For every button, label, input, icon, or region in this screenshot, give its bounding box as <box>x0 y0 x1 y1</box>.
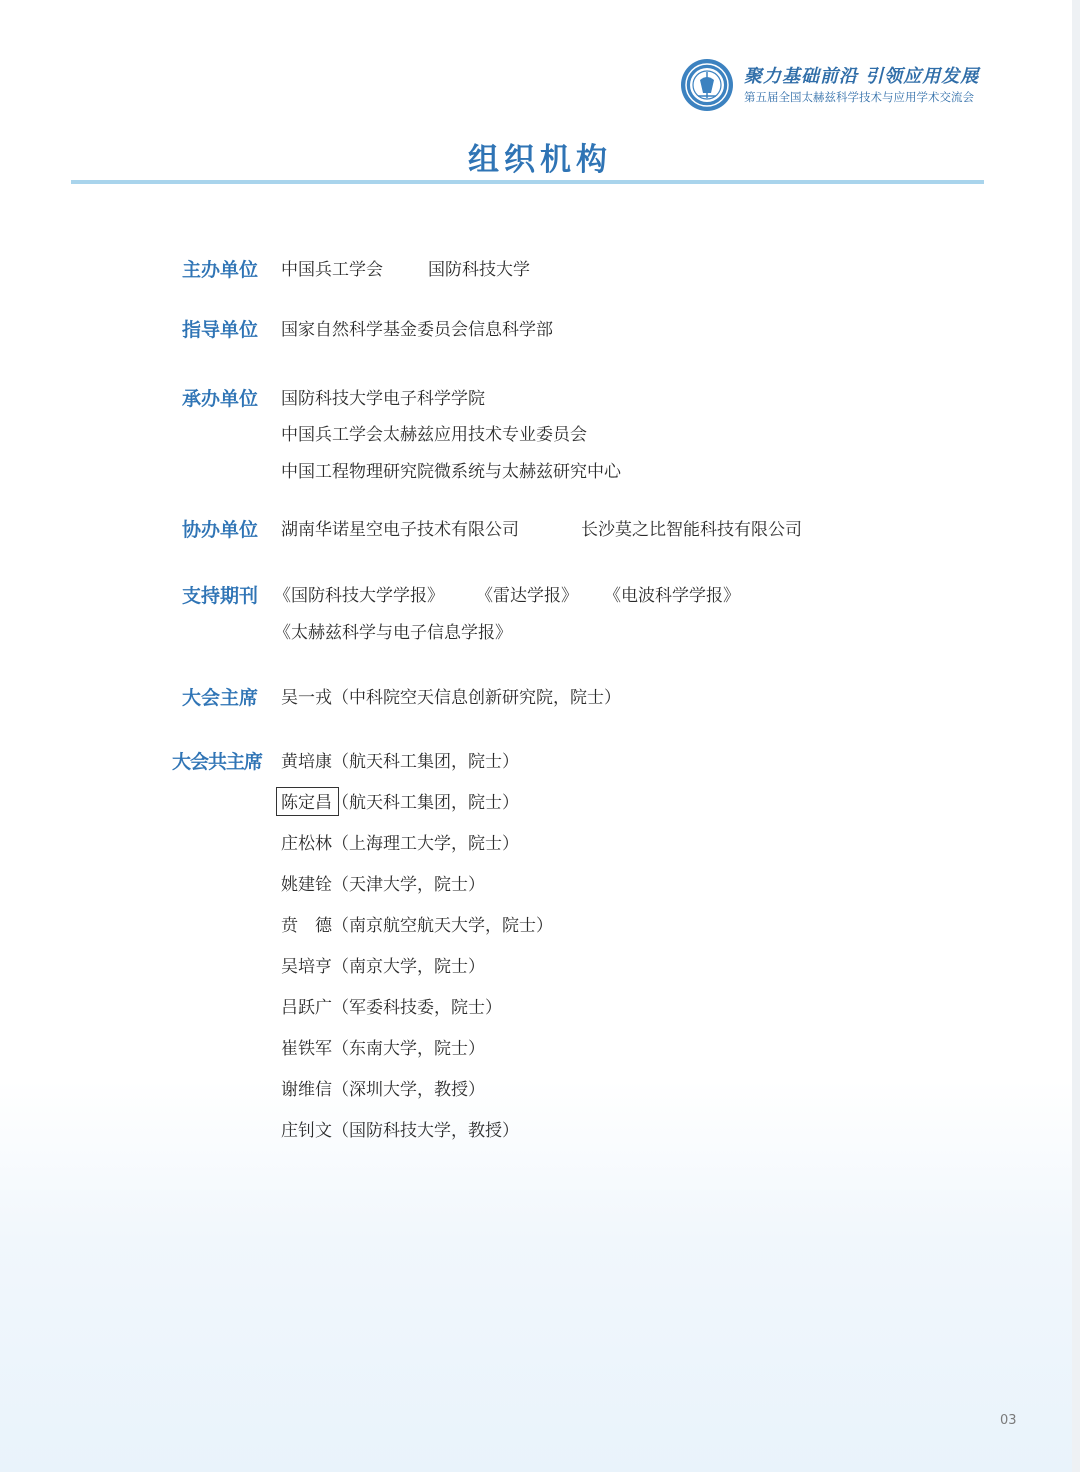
co-chairs-label: 大会共主席 <box>172 751 263 773</box>
chair-label: 大会主席 <box>181 687 258 709</box>
conference-header <box>680 58 990 114</box>
host-item: 中国兵工学会 <box>281 260 383 280</box>
co-chair-item: 庄钊文（国防科技大学，教授） <box>281 1121 519 1141</box>
conference-slogan: 聚力基础前沿 引领应用发展 <box>744 66 980 87</box>
co-chair-item: 吴培亨（南京大学，院士） <box>281 957 485 977</box>
page-title: 组织机构 <box>468 142 612 178</box>
journals-label: 支持期刊 <box>181 585 258 607</box>
journal-item: 《太赫兹科学与电子信息学报》 <box>274 623 512 643</box>
co-organizer-item: 湖南华诺星空电子技术有限公司 <box>281 520 519 540</box>
page-number: 03 <box>1000 1413 1017 1428</box>
co-chair-item: 庄松林（上海理工大学，院士） <box>281 834 519 854</box>
co-chair-item: 崔铁军（东南大学，院士） <box>281 1039 485 1059</box>
organizer-item: 中国工程物理研究院微系统与太赫兹研究中心 <box>281 462 621 482</box>
guide-item: 国家自然科学基金委员会信息科学部 <box>281 320 553 340</box>
host-item: 国防科技大学 <box>428 260 530 280</box>
organizer-label: 承办单位 <box>181 388 258 410</box>
host-label: 主办单位 <box>181 259 258 281</box>
co-organizer-item: 长沙莫之比智能科技有限公司 <box>581 520 802 540</box>
journal-item: 《国防科技大学学报》 <box>274 586 444 606</box>
co-organizer-label: 协办单位 <box>181 519 258 541</box>
journal-item: 《雷达学报》 <box>476 586 578 606</box>
co-chair-item: 谢维信（深圳大学，教授） <box>281 1080 485 1100</box>
co-chair-item: 黄培康（航天科工集团，院士） <box>281 752 519 772</box>
conference-subtitle: 第五届全国太赫兹科学技术与应用学术交流会 <box>744 90 974 104</box>
organizer-item: 国防科技大学电子科学学院 <box>281 389 485 409</box>
chair-item: 吴一戎（中科院空天信息创新研究院，院士） <box>281 688 621 708</box>
guide-label: 指导单位 <box>181 319 258 341</box>
organizer-item: 中国兵工学会太赫兹应用技术专业委员会 <box>281 425 587 445</box>
conference-seal-icon <box>680 58 734 112</box>
co-chair-item: 陈定昌（航天科工集团，院士） <box>281 793 519 813</box>
title-divider <box>71 180 984 184</box>
journal-item: 《电波科学学报》 <box>604 586 740 606</box>
co-chair-item: 贲 德（南京航空航天大学，院士） <box>281 916 553 936</box>
co-chair-item: 姚建铨（天津大学，院士） <box>281 875 485 895</box>
page-edge <box>1072 0 1080 1472</box>
co-chair-item: 吕跃广（军委科技委，院士） <box>281 998 502 1018</box>
